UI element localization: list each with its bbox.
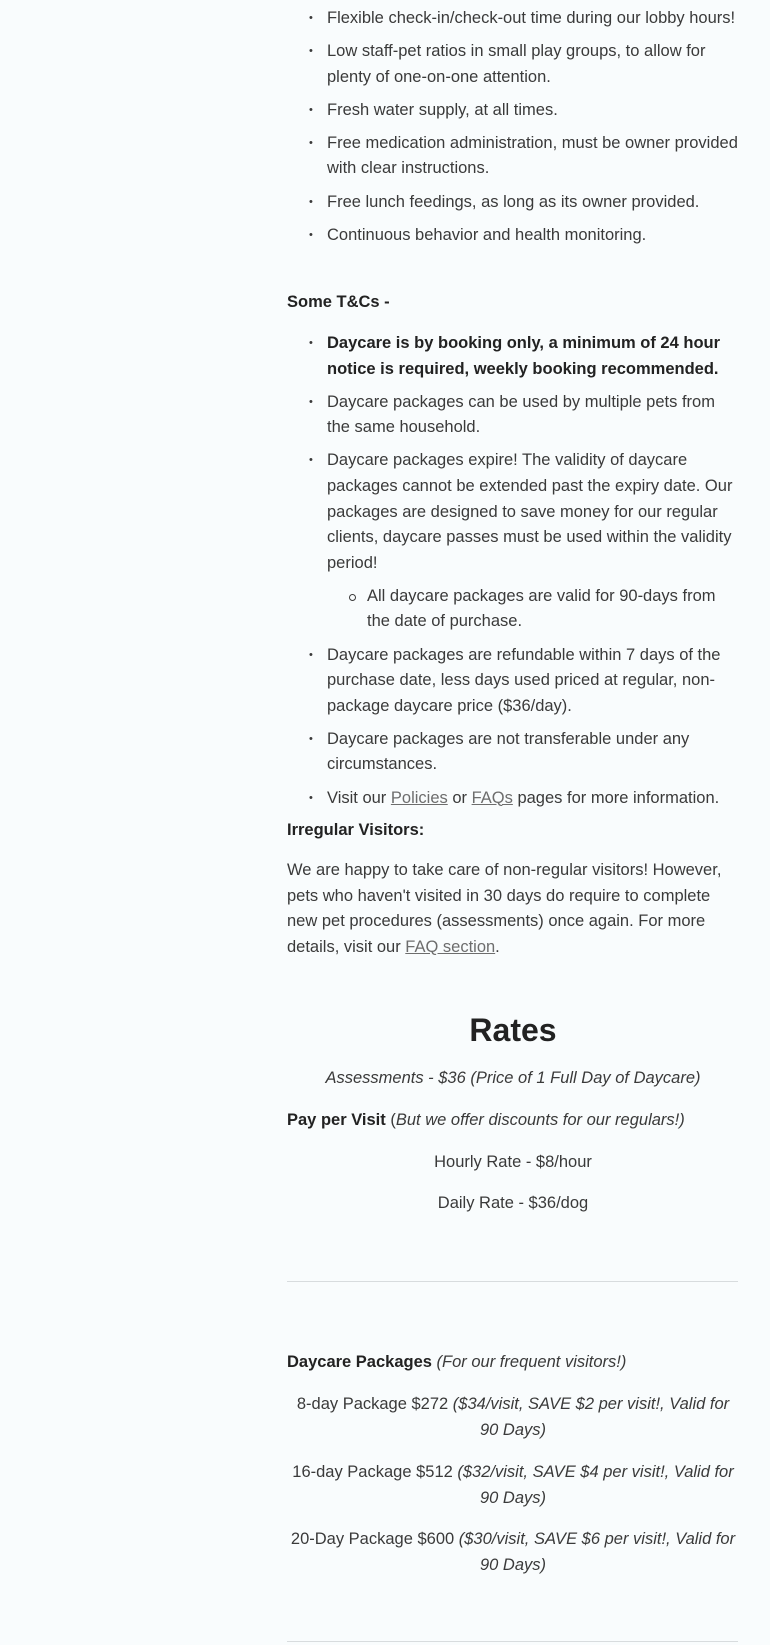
- rates-title: Rates: [469, 1012, 557, 1048]
- booking-notice: Daycare is by booking only, a minimum of 24 hour notice is required, weekly booking recommended.: [327, 334, 721, 378]
- pay-per-visit-label: Pay per Visit: [287, 1111, 386, 1129]
- irregular-text: We are happy to take care of non-regular visitors! However, pets who haven't visited in 30 days do require to complete new pet procedures (assessments) once again. For more details, visit our: [287, 861, 722, 956]
- divider: [287, 1641, 738, 1642]
- package-detail: ($34/visit, SAVE $2 per visit!, Valid for 90 Days): [452, 1395, 730, 1439]
- irregular-heading: Irregular Visitors:: [287, 821, 425, 839]
- packages-heading: [287, 1350, 739, 1376]
- pay-per-visit-paren: (: [385, 1111, 396, 1129]
- visit-prefix: Visit our: [327, 788, 391, 807]
- benefits-list: [287, 6, 739, 256]
- assessments-rate: Assessments - $36 (Price of 1 Full Day of Daycare): [325, 1069, 701, 1087]
- pay-per-visit-note: But we offer discounts for our regulars!): [395, 1111, 685, 1129]
- list-item: • Flexible check-in/check-out time during our lobby hours!: [287, 6, 739, 32]
- package-item: [287, 1392, 739, 1443]
- list-item: [287, 331, 739, 382]
- divider: [287, 1281, 738, 1282]
- list-item: • Fresh water supply, at all times.: [287, 98, 739, 124]
- pay-per-visit: [287, 1108, 739, 1134]
- faq-section-link[interactable]: FAQ section: [405, 937, 496, 956]
- package-name: 16-day Package $512: [292, 1463, 458, 1481]
- visit-suffix: pages for more information.: [512, 788, 720, 807]
- list-item: • Daycare packages can be used by multiple pets from the same household.: [287, 390, 739, 441]
- daily-rate: Daily Rate - $36/dog: [437, 1194, 589, 1212]
- faqs-link[interactable]: FAQs: [471, 788, 513, 807]
- hourly-rate: Hourly Rate - $8/hour: [434, 1153, 592, 1171]
- packages-label: Daycare Packages: [287, 1353, 432, 1371]
- irregular-end: .: [495, 937, 500, 956]
- irregular-body: [287, 858, 739, 960]
- tcs-list: [287, 331, 739, 819]
- package-name: 20-Day Package $600: [290, 1530, 459, 1548]
- package-detail: ($30/visit, SAVE $6 per visit!, Valid for 90 Days): [458, 1530, 736, 1574]
- tcs-heading: Some T&Cs -: [287, 293, 390, 311]
- package-item: [287, 1527, 739, 1578]
- list-item: • Daycare packages expire! The validity of daycare packages cannot be extended past the expiry date. Our packages are designed to save money for our regular clients, daycare passes must be used within the validity period!: [287, 448, 739, 576]
- list-item: [287, 786, 739, 812]
- list-item: • Free lunch feedings, as long as its owner provided.: [287, 190, 739, 216]
- list-item: • Low staff-pet ratios in small play groups, to allow for plenty of one-on-one attention.: [287, 39, 739, 90]
- list-item: • Free medication administration, must be owner provided with clear instructions.: [287, 131, 739, 182]
- list-item: • Daycare packages are refundable within 7 days of the purchase date, less days used priced at regular, non-package daycare price ($36/day).: [287, 643, 739, 720]
- list-item: • Daycare packages are not transferable under any circumstances.: [287, 727, 739, 778]
- package-item: [287, 1460, 739, 1511]
- package-name: 8-day Package $272: [296, 1395, 453, 1413]
- policies-link[interactable]: Policies: [390, 788, 448, 807]
- sub-list-item: All daycare packages are valid for 90-days from the date of purchase.: [287, 584, 739, 635]
- visit-or: or: [447, 788, 472, 807]
- packages-note: (For our frequent visitors!): [436, 1353, 627, 1371]
- package-detail: ($32/visit, SAVE $4 per visit!, Valid for 90 Days): [457, 1463, 734, 1507]
- list-item: • Continuous behavior and health monitoring.: [287, 223, 739, 249]
